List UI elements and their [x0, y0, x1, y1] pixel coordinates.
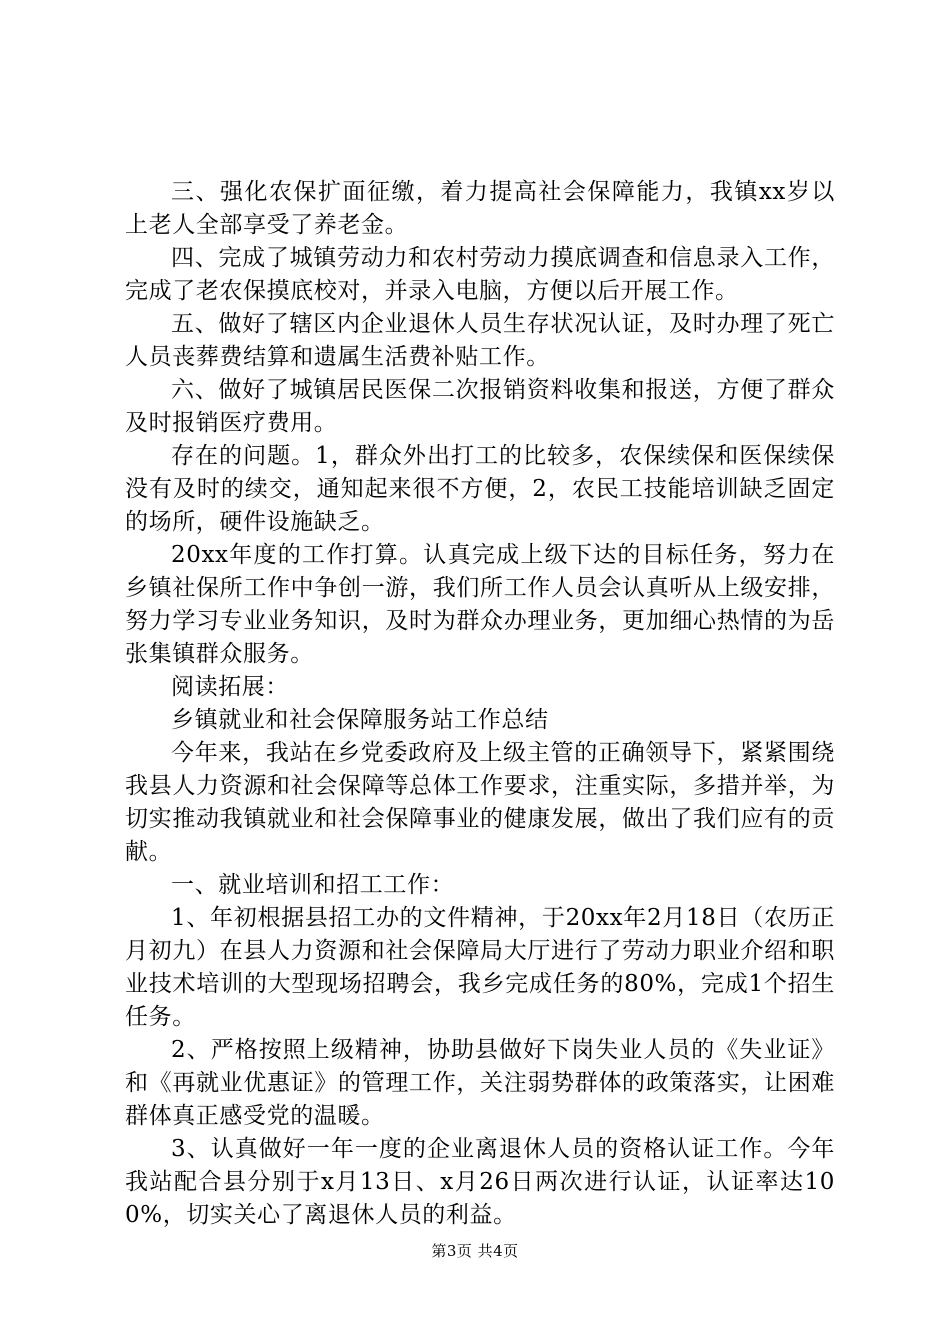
paragraph-13: 3、认真做好一年一度的企业离退休人员的资格认证工作。今年我站配合县分别于x月13日、x月26日两次进行认证，认证率达100%，切实关心了离退休人员的利益。: [125, 1136, 835, 1228]
paragraph-2: 四、完成了城镇劳动力和农村劳动力摸底调查和信息录入工作，完成了老农保摸底校对，并录入电脑，方便以后开展工作。: [125, 245, 835, 304]
document-body: [125, 176, 835, 1232]
paragraph-3: 五、做好了辖区内企业退休人员生存状况认证，及时办理了死亡人员丧葬费结算和遗属生活费补贴工作。: [125, 311, 835, 370]
paragraph-10: 一、就业培训和招工工作：: [171, 872, 455, 898]
paragraph-7: 阅读拓展：: [171, 674, 289, 700]
paragraph-4: 六、做好了城镇居民医保二次报销资料收集和报送，方便了群众及时报销医疗费用。: [125, 377, 835, 436]
paragraph-9: 今年来，我站在乡党委政府及上级主管的正确领导下，紧紧围绕我县人力资源和社会保障等总体工作要求，注重实际，多措并举，为切实推动我镇就业和社会保障事业的健康发展，做出了我们应有的贡献。: [125, 740, 835, 865]
paragraph-12: 2、严格按照上级精神，协助县做好下岗失业人员的《失业证》和《再就业优惠证》的管理工作，关注弱势群体的政策落实，让困难群体真正感受党的温暖。: [125, 1037, 835, 1129]
paragraph-6: 20xx年度的工作打算。认真完成上级下达的目标任务，努力在乡镇社保所工作中争创一游，我们所工作人员会认真听从上级安排，努力学习专业业务知识，及时为群众办理业务，更加细心热情的为岳张集镇群众服务。: [125, 542, 835, 667]
paragraph-1: 三、强化农保扩面征缴，着力提高社会保障能力，我镇xx岁以上老人全部享受了养老金。: [125, 179, 835, 238]
page-footer: 第3页 共4页: [431, 1242, 519, 1260]
paragraph-5: 存在的问题。1，群众外出打工的比较多，农保续保和医保续保没有及时的续交，通知起来很不方便，2，农民工技能培训缺乏固定的场所，硬件设施缺乏。: [125, 443, 835, 535]
paragraph-11: 1、年初根据县招工办的文件精神，于20xx年2月18日（农历正月初九）在县人力资源和社会保障局大厅进行了劳动力职业介绍和职业技术培训的大型现场招聘会，我乡完成任务的80%，完成1个招生任务。: [125, 905, 835, 1030]
section-title: 乡镇就业和社会保障服务站工作总结: [171, 707, 549, 733]
